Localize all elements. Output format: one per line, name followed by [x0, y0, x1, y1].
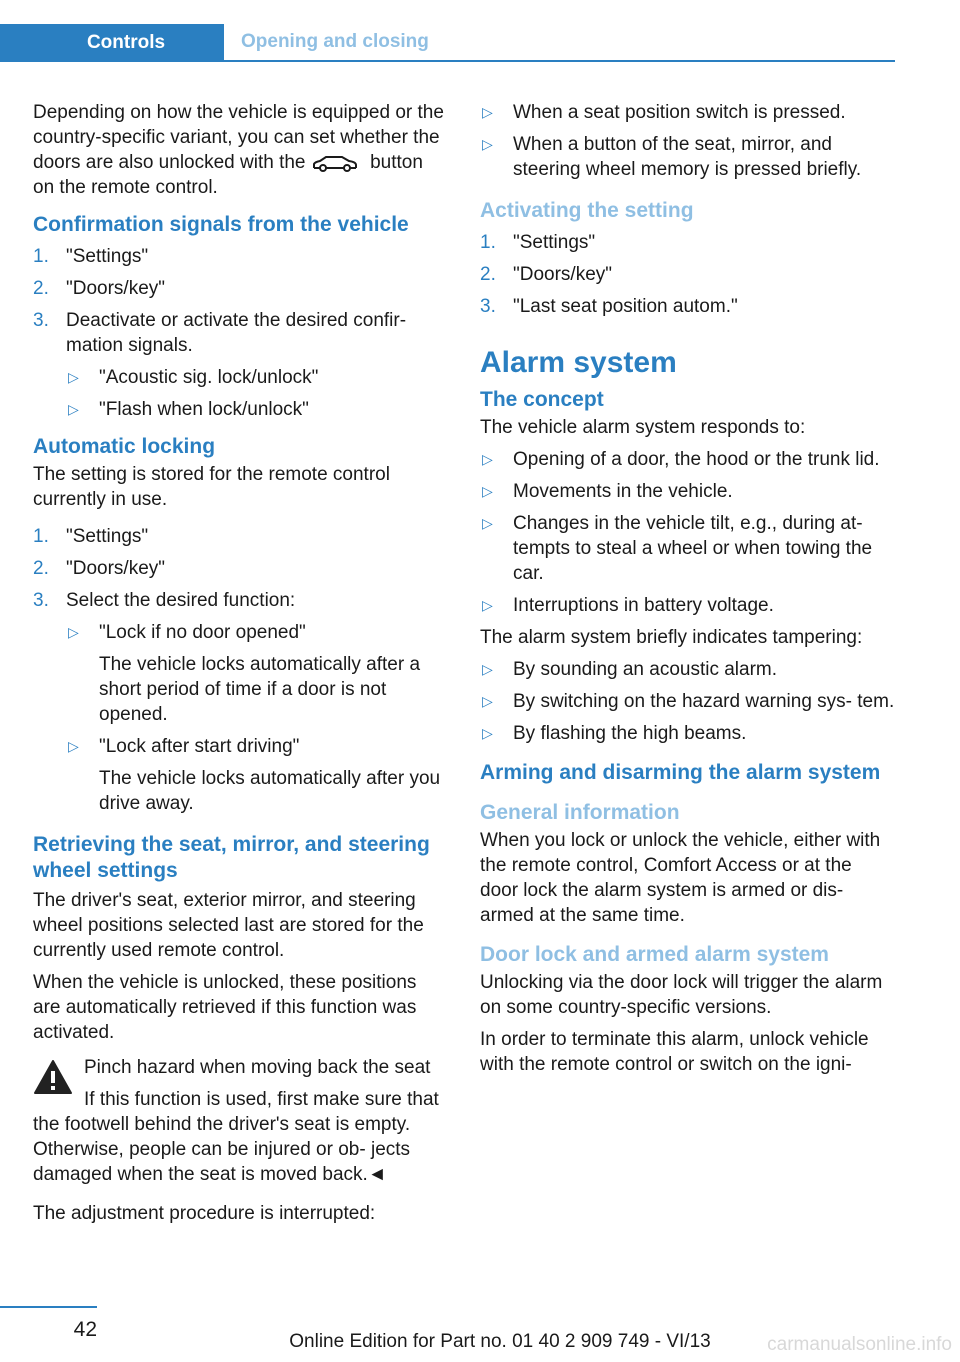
confirmation-signal-options — [66, 365, 448, 422]
triangle-bullet-icon: ▷ — [482, 515, 493, 531]
bullet-description: The vehicle locks automatically after a short period of time if a door is not opened. — [99, 654, 421, 725]
list-item — [66, 397, 448, 422]
right-column — [480, 100, 895, 1084]
list-item — [480, 230, 895, 255]
list-item — [480, 721, 895, 746]
bullet-text: By flashing the high beams. — [513, 723, 747, 744]
list-item — [480, 657, 895, 682]
step-number: 3. — [33, 310, 49, 331]
list-item — [480, 689, 895, 714]
triangle-bullet-icon: ▷ — [482, 136, 493, 152]
left-column — [33, 100, 448, 1233]
general-text: When you lock or unlock the vehicle, either with the remote control, Comfort Access or at the door lock the alarm system is armed or dis‐ armed at the same time. — [480, 830, 881, 926]
list-item — [480, 479, 895, 504]
triangle-bullet-icon: ▷ — [482, 661, 493, 677]
triangle-bullet-icon: ▷ — [482, 693, 493, 709]
bullet-text: Changes in the vehicle tilt, e.g., during at‐ tempts to steal a wheel or when towing the car. — [513, 513, 873, 584]
intro-text: Depending on how the vehicle is equipped or the country-specific variant, you can set whether the doors are also unlocked with the — [33, 102, 444, 173]
retrieve-paragraph-2: When the vehicle is unlocked, these positions are automatically retrieved if this function was activated. — [33, 972, 417, 1043]
doorlock-paragraph-2: In order to terminate this alarm, unlock vehicle with the remote control or switch on the igni‐ — [480, 1029, 869, 1075]
step-text: "Settings" — [66, 246, 149, 267]
step-text: Deactivate or activate the desired confir‐ mation signals. — [66, 310, 407, 356]
autolock-steps — [33, 524, 448, 816]
heading-the-concept: The concept — [480, 388, 604, 411]
step-text: "Doors/key" — [513, 264, 613, 285]
triangle-bullet-icon: ▷ — [68, 401, 79, 417]
list-item — [33, 588, 448, 816]
step-number: 2. — [480, 264, 496, 285]
intro-paragraph — [33, 100, 448, 200]
chapter-tabbar — [0, 24, 895, 62]
triangle-bullet-icon: ▷ — [482, 597, 493, 613]
step-number: 1. — [33, 526, 49, 547]
list-item — [33, 556, 448, 581]
alarm-triggers — [480, 447, 895, 618]
step-number: 1. — [480, 232, 496, 253]
heading-retrieving-settings: Retrieving the seat, mirror, and steering wheel settings — [33, 833, 430, 882]
concept-text: The vehicle alarm system responds to: — [480, 417, 806, 438]
list-item — [480, 262, 895, 287]
bullet-text: By sounding an acoustic alarm. — [513, 659, 778, 680]
step-number: 2. — [33, 278, 49, 299]
bullet-text: Opening of a door, the hood or the trunk lid. — [513, 449, 880, 470]
bullet-text: When a button of the seat, mirror, and steering wheel memory is pressed briefly. — [513, 134, 862, 180]
bullet-text: "Lock if no door opened" — [99, 622, 306, 643]
step-number: 3. — [480, 296, 496, 317]
list-item — [480, 132, 895, 182]
confirmation-steps — [33, 244, 448, 422]
intro-text-end: button on the remote control. — [33, 152, 423, 198]
activating-steps — [480, 230, 895, 319]
heading-general-information: General information — [480, 801, 680, 824]
warning-triangle-icon — [33, 1059, 73, 1095]
list-item — [33, 524, 448, 549]
step-text: Select the desired function: — [66, 590, 296, 611]
page-number: 42 — [73, 1318, 97, 1341]
list-item — [33, 276, 448, 301]
step-text: "Settings" — [66, 526, 149, 547]
step-text: "Doors/key" — [66, 278, 166, 299]
autolock-text: The setting is stored for the remote control currently in use. — [33, 464, 390, 510]
list-item — [66, 365, 448, 390]
interrupt-conditions — [480, 100, 895, 182]
list-item — [66, 620, 448, 727]
bullet-text: "Flash when lock/unlock" — [99, 399, 309, 420]
triangle-bullet-icon: ▷ — [68, 624, 79, 640]
interrupted-text: The adjustment procedure is interrupted: — [33, 1203, 376, 1224]
list-item — [33, 244, 448, 269]
edition-footer: Online Edition for Part no. 01 40 2 909 749 - VI/13 — [289, 1331, 711, 1352]
warning-text — [33, 1087, 448, 1187]
bullet-description: The vehicle locks automatically after you drive away. — [99, 768, 441, 814]
bullet-text: By switching on the hazard warning sys‐ tem. — [513, 691, 895, 712]
indicates-text: The alarm system briefly indicates tampering: — [480, 627, 863, 648]
heading-activating-setting: Activating the setting — [480, 199, 694, 222]
bullet-text: When a seat position switch is pressed. — [513, 102, 846, 123]
tab-opening-closing[interactable]: Opening and closing — [224, 24, 895, 62]
list-item — [33, 308, 448, 422]
list-item — [480, 447, 895, 472]
step-number: 3. — [33, 590, 49, 611]
heading-confirmation-signals: Confirmation signals from the vehicle — [33, 213, 409, 236]
list-item — [480, 593, 895, 618]
doorlock-paragraph-1: Unlocking via the door lock will trigger the alarm on some country-specific versions. — [480, 972, 883, 1018]
retrieve-paragraph-1: The driver's seat, exterior mirror, and steering wheel positions selected last are stored for the currently used remote control. — [33, 890, 424, 961]
heading-automatic-locking: Automatic locking — [33, 435, 216, 458]
triangle-bullet-icon: ▷ — [482, 483, 493, 499]
watermark: carmanualsonline.info — [767, 1334, 952, 1355]
footer-divider — [0, 1306, 97, 1308]
heading-arming-disarming: Arming and disarming the alarm system — [480, 761, 881, 784]
heading-door-lock-alarm: Door lock and armed alarm system — [480, 943, 829, 966]
list-item — [66, 734, 448, 816]
alarm-indications — [480, 657, 895, 746]
bullet-text: "Acoustic sig. lock/unlock" — [99, 367, 319, 388]
car-unlock-icon — [311, 154, 359, 172]
step-text: "Doors/key" — [66, 558, 166, 579]
triangle-bullet-icon: ▷ — [482, 104, 493, 120]
triangle-bullet-icon: ▷ — [68, 369, 79, 385]
warning-box — [33, 1055, 448, 1187]
step-text: "Last seat position autom." — [513, 296, 738, 317]
step-number: 2. — [33, 558, 49, 579]
triangle-bullet-icon: ▷ — [68, 738, 79, 754]
list-item — [480, 511, 895, 586]
triangle-bullet-icon: ▷ — [482, 725, 493, 741]
step-text: "Settings" — [513, 232, 596, 253]
bullet-text: Movements in the vehicle. — [513, 481, 733, 502]
warning-body: If this function is used, first make sure that the footwell behind the driver's seat is empty. Otherwise, people can be injured or ob‐ jects damaged when the seat is moved back.◄ — [33, 1089, 439, 1185]
list-item — [480, 294, 895, 319]
bullet-text: Interruptions in battery voltage. — [513, 595, 774, 616]
step-number: 1. — [33, 246, 49, 267]
autolock-function-options — [66, 620, 448, 816]
bullet-text: "Lock after start driving" — [99, 736, 300, 757]
list-item — [480, 100, 895, 125]
warning-title: Pinch hazard when moving back the seat — [84, 1057, 431, 1078]
triangle-bullet-icon: ▷ — [482, 451, 493, 467]
heading-alarm-system: Alarm system — [480, 346, 677, 379]
tab-controls[interactable]: Controls — [0, 24, 224, 62]
